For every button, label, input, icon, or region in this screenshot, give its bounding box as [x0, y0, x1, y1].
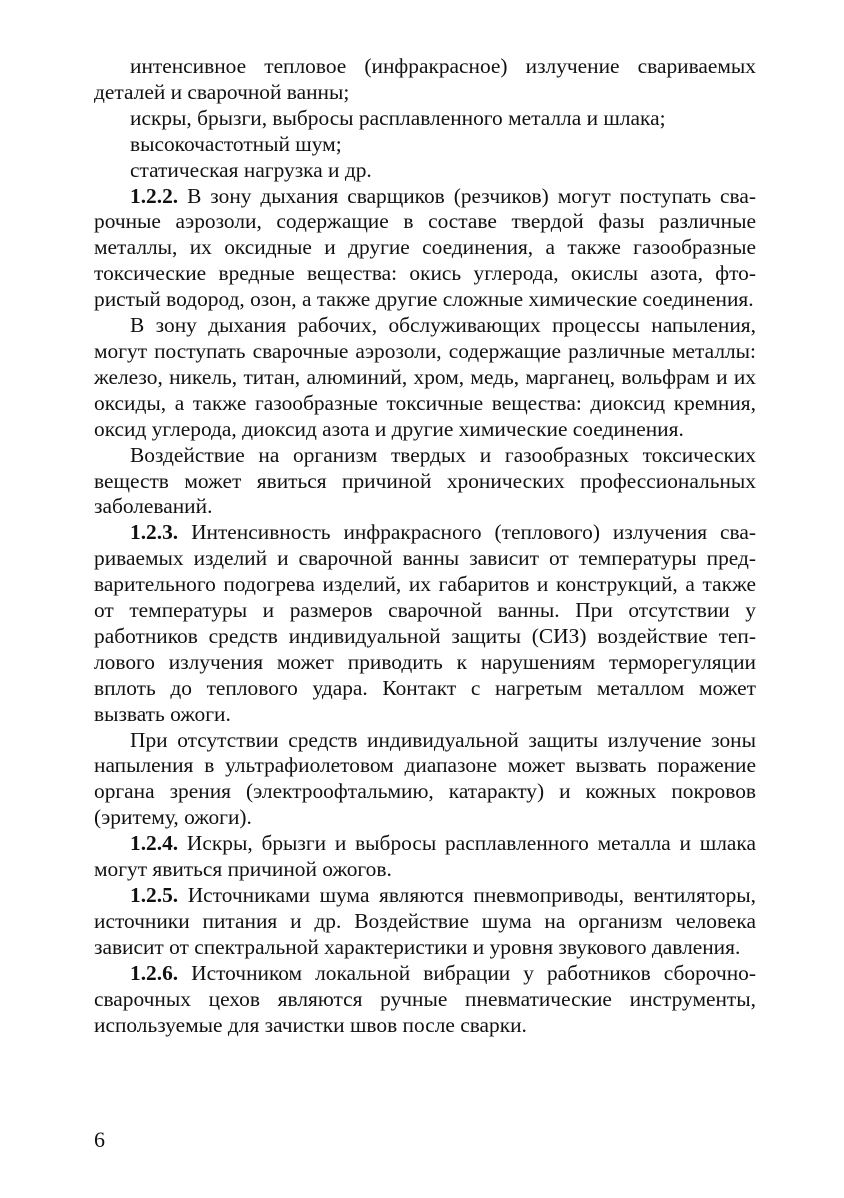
section-1-2-4: [94, 831, 756, 883]
paragraph: [94, 158, 756, 184]
paragraph-text: искры, брызги, выбросы расплавленного металла и шлака;: [130, 105, 666, 130]
section-number: 1.2.2.: [130, 183, 179, 208]
paragraph-text: Воздействие на организм твердых и газообразных токсических веществ может явиться причиной хронических профессиональных заболеваний.: [94, 442, 756, 519]
section-1-2-6: [94, 961, 756, 1039]
section-1-2-5: [94, 883, 756, 961]
page-number: 6: [94, 1127, 105, 1152]
section-number: 1.2.4.: [130, 831, 179, 856]
page-body: [94, 54, 756, 1038]
paragraph-text: статическая нагрузка и др.: [130, 157, 372, 182]
section-number: 1.2.6.: [130, 960, 179, 985]
paragraph-text: Источником локальной вибрации у работников сборочно-сварочных цехов являются ручные пневматические инструменты, используемые для зачистки швов после сварки.: [94, 960, 756, 1037]
paragraph-text: Источниками шума являются пневмоприводы, вентиляторы, источники питания и др. Воздействие шума на организм человека зависит от спектральной характеристики и уровня звукового давления.: [94, 883, 756, 959]
paragraph-text: В зону дыхания рабочих, обслуживающих процессы напыления, могут поступать сварочные аэрозоли, содержащие различные металлы: железо, никель, титан, алюминий, хром, медь, марганец, вольфрам и их оксиды, а также газообразные токсичные вещества: диоксид кремния, оксид углерода, диоксид азота и другие химические соединения.: [94, 313, 756, 441]
paragraph: [94, 106, 756, 132]
paragraph-text: высокочастотный шум;: [130, 131, 342, 156]
section-number: 1.2.5.: [130, 883, 179, 907]
paragraph: [94, 54, 756, 106]
paragraph-text: Искры, брызги и выбросы расплавленного металла и шлака могут явиться причиной ожогов.: [94, 831, 756, 882]
section-1-2-2: [94, 184, 756, 314]
paragraph-text: интенсивное тепловое (инфракрасное) излучение свариваемых деталей и сварочной ванны;: [94, 54, 756, 104]
paragraph: [94, 132, 756, 158]
paragraph: [94, 313, 756, 443]
paragraph: [94, 443, 756, 521]
paragraph-text: В зону дыхания сварщиков (резчиков) могут поступать сварочные аэрозоли, содержащие в составе твердой фазы различные металлы, их оксидные и другие соединения, а также газообразные токсические вредные вещества: окись углерода, окислы азота, фтористый водород, озон, а также другие сложные химические соединения.: [94, 183, 756, 312]
paragraph: [94, 728, 756, 832]
paragraph-text: При отсутствии средств индивидуальной защиты излучение зоны напыления в ультрафиолетовом диапазоне может вызвать поражение органа зрения (электроофтальмию, катаракту) и кожных покровов (эритему, ожоги).: [94, 727, 756, 830]
section-1-2-3: [94, 520, 756, 727]
section-number: 1.2.3.: [130, 520, 179, 545]
paragraph-text: Интенсивность инфракрасного (теплового) излучения свариваемых изделий и сварочной ванны зависит от температуры предварительного подогрева изделий, их габаритов и конструкций, а также от температуры и размеров сварочной ванны. При отсутствии у работников средств индивидуальной защиты (СИЗ) воздействие теплового излучения может приводить к нарушениям терморегуляции вплоть до теплового удара. Контакт с нагретым металлом может вызвать ожоги.: [94, 520, 756, 726]
